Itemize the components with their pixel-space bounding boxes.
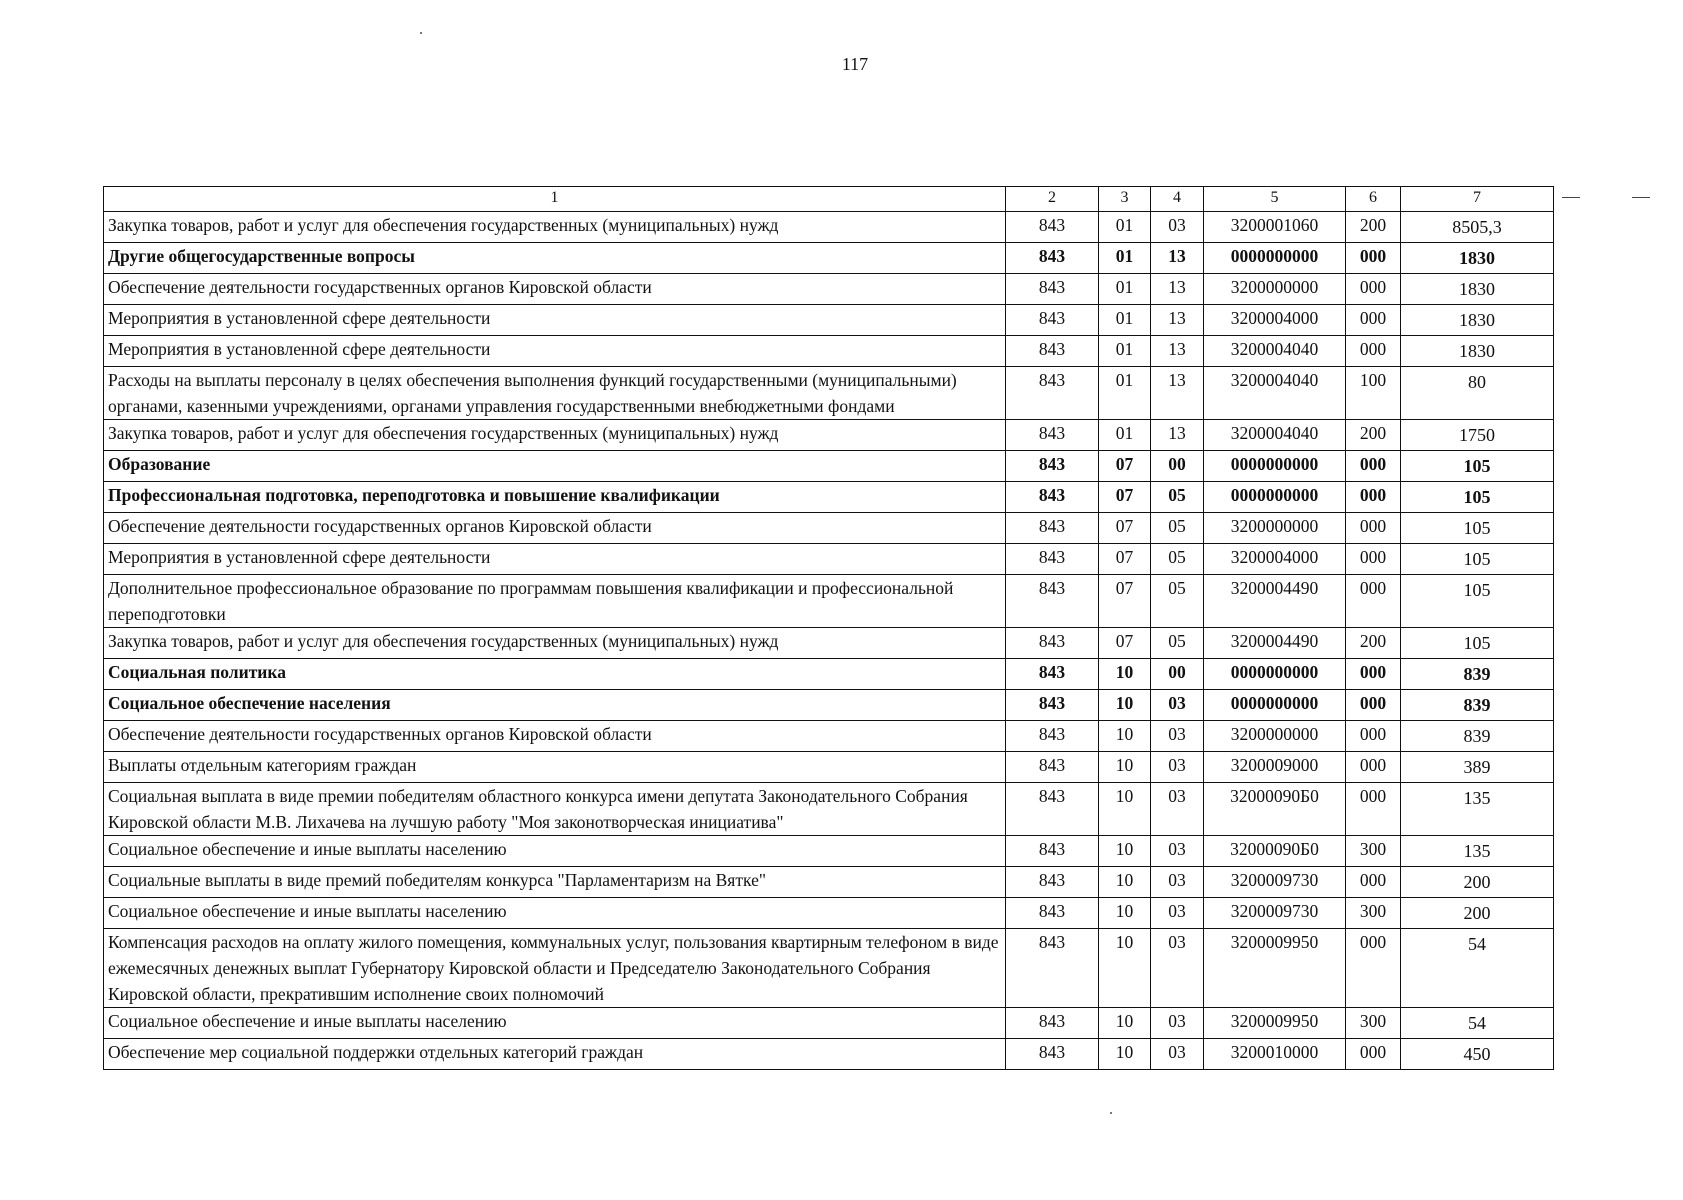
row-subsection-cell: 03	[1151, 690, 1204, 721]
row-target-article-cell: 3200004490	[1204, 628, 1346, 659]
row-expense-type-cell: 000	[1346, 544, 1401, 575]
row-amount-cell: 105	[1401, 482, 1554, 513]
row-subsection-cell: 03	[1151, 867, 1204, 898]
row-name-cell: Профессиональная подготовка, переподготовка и повышение квалификации	[104, 482, 1006, 513]
row-name-cell: Другие общегосударственные вопросы	[104, 243, 1006, 274]
row-amount-cell: 80	[1401, 367, 1554, 420]
row-subsection-cell: 03	[1151, 212, 1204, 243]
row-target-article-cell: 0000000000	[1204, 482, 1346, 513]
row-amount-cell: 135	[1401, 783, 1554, 836]
row-name-cell: Социальная политика	[104, 659, 1006, 690]
row-expense-type-cell: 200	[1346, 420, 1401, 451]
row-section-cell: 10	[1099, 867, 1151, 898]
scan-dot	[420, 32, 422, 34]
table-row	[104, 274, 1554, 305]
row-subsection-cell: 05	[1151, 628, 1204, 659]
row-target-article-cell: 3200001060	[1204, 212, 1346, 243]
row-expense-type-cell: 000	[1346, 783, 1401, 836]
table-row	[104, 420, 1554, 451]
table-row	[104, 752, 1554, 783]
row-subsection-cell: 03	[1151, 898, 1204, 929]
row-amount-cell: 839	[1401, 690, 1554, 721]
row-amount-cell: 135	[1401, 836, 1554, 867]
row-subsection-cell: 05	[1151, 575, 1204, 628]
row-admin-code-cell: 843	[1006, 659, 1099, 690]
row-admin-code-cell: 843	[1006, 1039, 1099, 1070]
row-target-article-cell: 0000000000	[1204, 243, 1346, 274]
row-admin-code-cell: 843	[1006, 690, 1099, 721]
row-amount-cell: 54	[1401, 1008, 1554, 1039]
row-name-cell: Социальные выплаты в виде премий победителям конкурса "Парламентаризм на Вятке"	[104, 867, 1006, 898]
budget-table	[103, 186, 1554, 1070]
row-expense-type-cell: 300	[1346, 1008, 1401, 1039]
row-section-cell: 07	[1099, 482, 1151, 513]
row-subsection-cell: 13	[1151, 243, 1204, 274]
row-amount-cell: 389	[1401, 752, 1554, 783]
table-row	[104, 544, 1554, 575]
row-admin-code-cell: 843	[1006, 336, 1099, 367]
page-number: 117	[841, 54, 869, 74]
row-name-cell: Мероприятия в установленной сфере деятельности	[104, 544, 1006, 575]
row-expense-type-cell: 200	[1346, 212, 1401, 243]
row-expense-type-cell: 000	[1346, 243, 1401, 274]
row-section-cell: 01	[1099, 420, 1151, 451]
row-target-article-cell: 32000090Б0	[1204, 836, 1346, 867]
row-admin-code-cell: 843	[1006, 212, 1099, 243]
row-expense-type-cell: 000	[1346, 929, 1401, 1008]
row-name-cell: Закупка товаров, работ и услуг для обеспечения государственных (муниципальных) нужд	[104, 628, 1006, 659]
row-expense-type-cell: 300	[1346, 898, 1401, 929]
row-expense-type-cell: 000	[1346, 1039, 1401, 1070]
row-subsection-cell: 03	[1151, 721, 1204, 752]
row-admin-code-cell: 843	[1006, 274, 1099, 305]
row-amount-cell: 1830	[1401, 336, 1554, 367]
table-row	[104, 336, 1554, 367]
row-amount-cell: 105	[1401, 513, 1554, 544]
row-name-cell: Мероприятия в установленной сфере деятельности	[104, 305, 1006, 336]
header-cell: 6	[1346, 187, 1401, 212]
row-subsection-cell: 03	[1151, 783, 1204, 836]
row-section-cell: 10	[1099, 1039, 1151, 1070]
row-section-cell: 07	[1099, 544, 1151, 575]
header-cell: 2	[1006, 187, 1099, 212]
table-row	[104, 659, 1554, 690]
header-cell: 1	[104, 187, 1006, 212]
row-admin-code-cell: 843	[1006, 575, 1099, 628]
row-subsection-cell: 13	[1151, 367, 1204, 420]
row-target-article-cell: 3200004000	[1204, 305, 1346, 336]
row-expense-type-cell: 000	[1346, 451, 1401, 482]
row-amount-cell: 200	[1401, 898, 1554, 929]
row-expense-type-cell: 000	[1346, 513, 1401, 544]
row-section-cell: 07	[1099, 628, 1151, 659]
table-row	[104, 212, 1554, 243]
row-expense-type-cell: 000	[1346, 867, 1401, 898]
row-amount-cell: 105	[1401, 628, 1554, 659]
table-row	[104, 513, 1554, 544]
table-row	[104, 836, 1554, 867]
row-expense-type-cell: 200	[1346, 628, 1401, 659]
row-admin-code-cell: 843	[1006, 628, 1099, 659]
row-subsection-cell: 05	[1151, 544, 1204, 575]
row-subsection-cell: 03	[1151, 1008, 1204, 1039]
row-name-cell: Закупка товаров, работ и услуг для обеспечения государственных (муниципальных) нужд	[104, 212, 1006, 243]
row-amount-cell: 1830	[1401, 243, 1554, 274]
table-row	[104, 783, 1554, 836]
row-subsection-cell: 13	[1151, 336, 1204, 367]
row-section-cell: 10	[1099, 721, 1151, 752]
row-amount-cell: 105	[1401, 544, 1554, 575]
row-admin-code-cell: 843	[1006, 836, 1099, 867]
row-target-article-cell: 3200004040	[1204, 367, 1346, 420]
row-subsection-cell: 03	[1151, 836, 1204, 867]
row-amount-cell: 839	[1401, 659, 1554, 690]
row-section-cell: 10	[1099, 898, 1151, 929]
row-amount-cell: 200	[1401, 867, 1554, 898]
row-name-cell: Социальная выплата в виде премии победителям областного конкурса имени депутата Законодательного Собрания Кировской области М.В. Лихачева на лучшую работу "Моя законотворческая инициатива"	[104, 783, 1006, 836]
table-row	[104, 898, 1554, 929]
table-row	[104, 367, 1554, 420]
row-target-article-cell: 3200009000	[1204, 752, 1346, 783]
table-row	[104, 690, 1554, 721]
row-subsection-cell: 03	[1151, 1039, 1204, 1070]
row-admin-code-cell: 843	[1006, 544, 1099, 575]
row-section-cell: 07	[1099, 575, 1151, 628]
row-name-cell: Обеспечение мер социальной поддержки отдельных категорий граждан	[104, 1039, 1006, 1070]
row-admin-code-cell: 843	[1006, 482, 1099, 513]
table-row	[104, 243, 1554, 274]
row-section-cell: 01	[1099, 336, 1151, 367]
table-row	[104, 867, 1554, 898]
row-expense-type-cell: 000	[1346, 659, 1401, 690]
row-section-cell: 10	[1099, 783, 1151, 836]
row-name-cell: Социальное обеспечение и иные выплаты населению	[104, 898, 1006, 929]
row-subsection-cell: 13	[1151, 274, 1204, 305]
row-expense-type-cell: 000	[1346, 482, 1401, 513]
row-section-cell: 07	[1099, 513, 1151, 544]
row-subsection-cell: 03	[1151, 929, 1204, 1008]
row-amount-cell: 450	[1401, 1039, 1554, 1070]
table-header	[104, 187, 1554, 212]
row-admin-code-cell: 843	[1006, 420, 1099, 451]
row-section-cell: 10	[1099, 929, 1151, 1008]
row-name-cell: Социальное обеспечение и иные выплаты населению	[104, 836, 1006, 867]
row-section-cell: 10	[1099, 659, 1151, 690]
row-name-cell: Социальное обеспечение и иные выплаты населению	[104, 1008, 1006, 1039]
row-name-cell: Компенсация расходов на оплату жилого помещения, коммунальных услуг, пользования квартирным телефоном в виде ежемесячных денежных выплат Губернатору Кировской области и Председателю Законодательного Собрания Кировской области, прекратившим исполнение своих полномочий	[104, 929, 1006, 1008]
scan-dot	[1110, 1112, 1112, 1114]
table-row	[104, 628, 1554, 659]
table-row	[104, 1039, 1554, 1070]
row-amount-cell: 54	[1401, 929, 1554, 1008]
table-row	[104, 721, 1554, 752]
row-subsection-cell: 05	[1151, 513, 1204, 544]
row-amount-cell: 1750	[1401, 420, 1554, 451]
row-admin-code-cell: 843	[1006, 1008, 1099, 1039]
row-section-cell: 10	[1099, 836, 1151, 867]
row-section-cell: 01	[1099, 305, 1151, 336]
row-subsection-cell: 00	[1151, 451, 1204, 482]
row-expense-type-cell: 000	[1346, 305, 1401, 336]
row-admin-code-cell: 843	[1006, 752, 1099, 783]
row-subsection-cell: 13	[1151, 420, 1204, 451]
header-cell: 4	[1151, 187, 1204, 212]
row-section-cell: 01	[1099, 274, 1151, 305]
row-target-article-cell: 3200000000	[1204, 274, 1346, 305]
row-amount-cell: 8505,3	[1401, 212, 1554, 243]
header-cell: 3	[1099, 187, 1151, 212]
table-row	[104, 305, 1554, 336]
row-target-article-cell: 3200004040	[1204, 336, 1346, 367]
row-admin-code-cell: 843	[1006, 243, 1099, 274]
row-name-cell: Образование	[104, 451, 1006, 482]
row-section-cell: 01	[1099, 212, 1151, 243]
row-target-article-cell: 3200000000	[1204, 513, 1346, 544]
table-row	[104, 575, 1554, 628]
row-admin-code-cell: 843	[1006, 783, 1099, 836]
row-expense-type-cell: 300	[1346, 836, 1401, 867]
table-body	[104, 212, 1554, 1070]
row-expense-type-cell: 000	[1346, 721, 1401, 752]
row-admin-code-cell: 843	[1006, 451, 1099, 482]
header-cell: 7	[1401, 187, 1554, 212]
row-target-article-cell: 3200009950	[1204, 1008, 1346, 1039]
row-subsection-cell: 05	[1151, 482, 1204, 513]
row-amount-cell: 105	[1401, 451, 1554, 482]
row-target-article-cell: 0000000000	[1204, 451, 1346, 482]
row-amount-cell: 105	[1401, 575, 1554, 628]
row-section-cell: 10	[1099, 1008, 1151, 1039]
row-section-cell: 07	[1099, 451, 1151, 482]
scan-mark	[1632, 197, 1650, 198]
row-amount-cell: 839	[1401, 721, 1554, 752]
row-admin-code-cell: 843	[1006, 929, 1099, 1008]
row-name-cell: Дополнительное профессиональное образование по программам повышения квалификации и профессиональной переподготовки	[104, 575, 1006, 628]
row-admin-code-cell: 843	[1006, 367, 1099, 420]
table-row	[104, 1008, 1554, 1039]
row-target-article-cell: 0000000000	[1204, 659, 1346, 690]
row-target-article-cell: 3200004040	[1204, 420, 1346, 451]
row-expense-type-cell: 100	[1346, 367, 1401, 420]
row-target-article-cell: 3200000000	[1204, 721, 1346, 752]
scan-mark	[1562, 197, 1580, 198]
row-target-article-cell: 3200009730	[1204, 898, 1346, 929]
row-admin-code-cell: 843	[1006, 721, 1099, 752]
row-name-cell: Расходы на выплаты персоналу в целях обеспечения выполнения функций государственными (муниципальными) органами, казенными учреждениями, органами управления государственными внебюджетными фондами	[104, 367, 1006, 420]
row-expense-type-cell: 000	[1346, 336, 1401, 367]
row-target-article-cell: 3200009730	[1204, 867, 1346, 898]
table-row	[104, 929, 1554, 1008]
table-row	[104, 451, 1554, 482]
row-target-article-cell: 32000090Б0	[1204, 783, 1346, 836]
row-name-cell: Обеспечение деятельности государственных органов Кировской области	[104, 721, 1006, 752]
row-name-cell: Выплаты отдельным категориям граждан	[104, 752, 1006, 783]
row-subsection-cell: 00	[1151, 659, 1204, 690]
row-amount-cell: 1830	[1401, 305, 1554, 336]
row-expense-type-cell: 000	[1346, 690, 1401, 721]
row-target-article-cell: 3200004000	[1204, 544, 1346, 575]
row-target-article-cell: 3200004490	[1204, 575, 1346, 628]
header-row	[104, 187, 1554, 212]
row-name-cell: Социальное обеспечение населения	[104, 690, 1006, 721]
row-name-cell: Закупка товаров, работ и услуг для обеспечения государственных (муниципальных) нужд	[104, 420, 1006, 451]
row-subsection-cell: 13	[1151, 305, 1204, 336]
row-section-cell: 01	[1099, 243, 1151, 274]
row-expense-type-cell: 000	[1346, 752, 1401, 783]
row-target-article-cell: 3200009950	[1204, 929, 1346, 1008]
row-name-cell: Обеспечение деятельности государственных органов Кировской области	[104, 513, 1006, 544]
row-admin-code-cell: 843	[1006, 305, 1099, 336]
row-expense-type-cell: 000	[1346, 575, 1401, 628]
row-subsection-cell: 03	[1151, 752, 1204, 783]
table-row	[104, 482, 1554, 513]
row-target-article-cell: 3200010000	[1204, 1039, 1346, 1070]
row-amount-cell: 1830	[1401, 274, 1554, 305]
row-section-cell: 01	[1099, 367, 1151, 420]
row-section-cell: 10	[1099, 752, 1151, 783]
row-admin-code-cell: 843	[1006, 513, 1099, 544]
header-cell: 5	[1204, 187, 1346, 212]
row-name-cell: Обеспечение деятельности государственных органов Кировской области	[104, 274, 1006, 305]
row-section-cell: 10	[1099, 690, 1151, 721]
row-expense-type-cell: 000	[1346, 274, 1401, 305]
row-admin-code-cell: 843	[1006, 898, 1099, 929]
row-target-article-cell: 0000000000	[1204, 690, 1346, 721]
row-name-cell: Мероприятия в установленной сфере деятельности	[104, 336, 1006, 367]
row-admin-code-cell: 843	[1006, 867, 1099, 898]
